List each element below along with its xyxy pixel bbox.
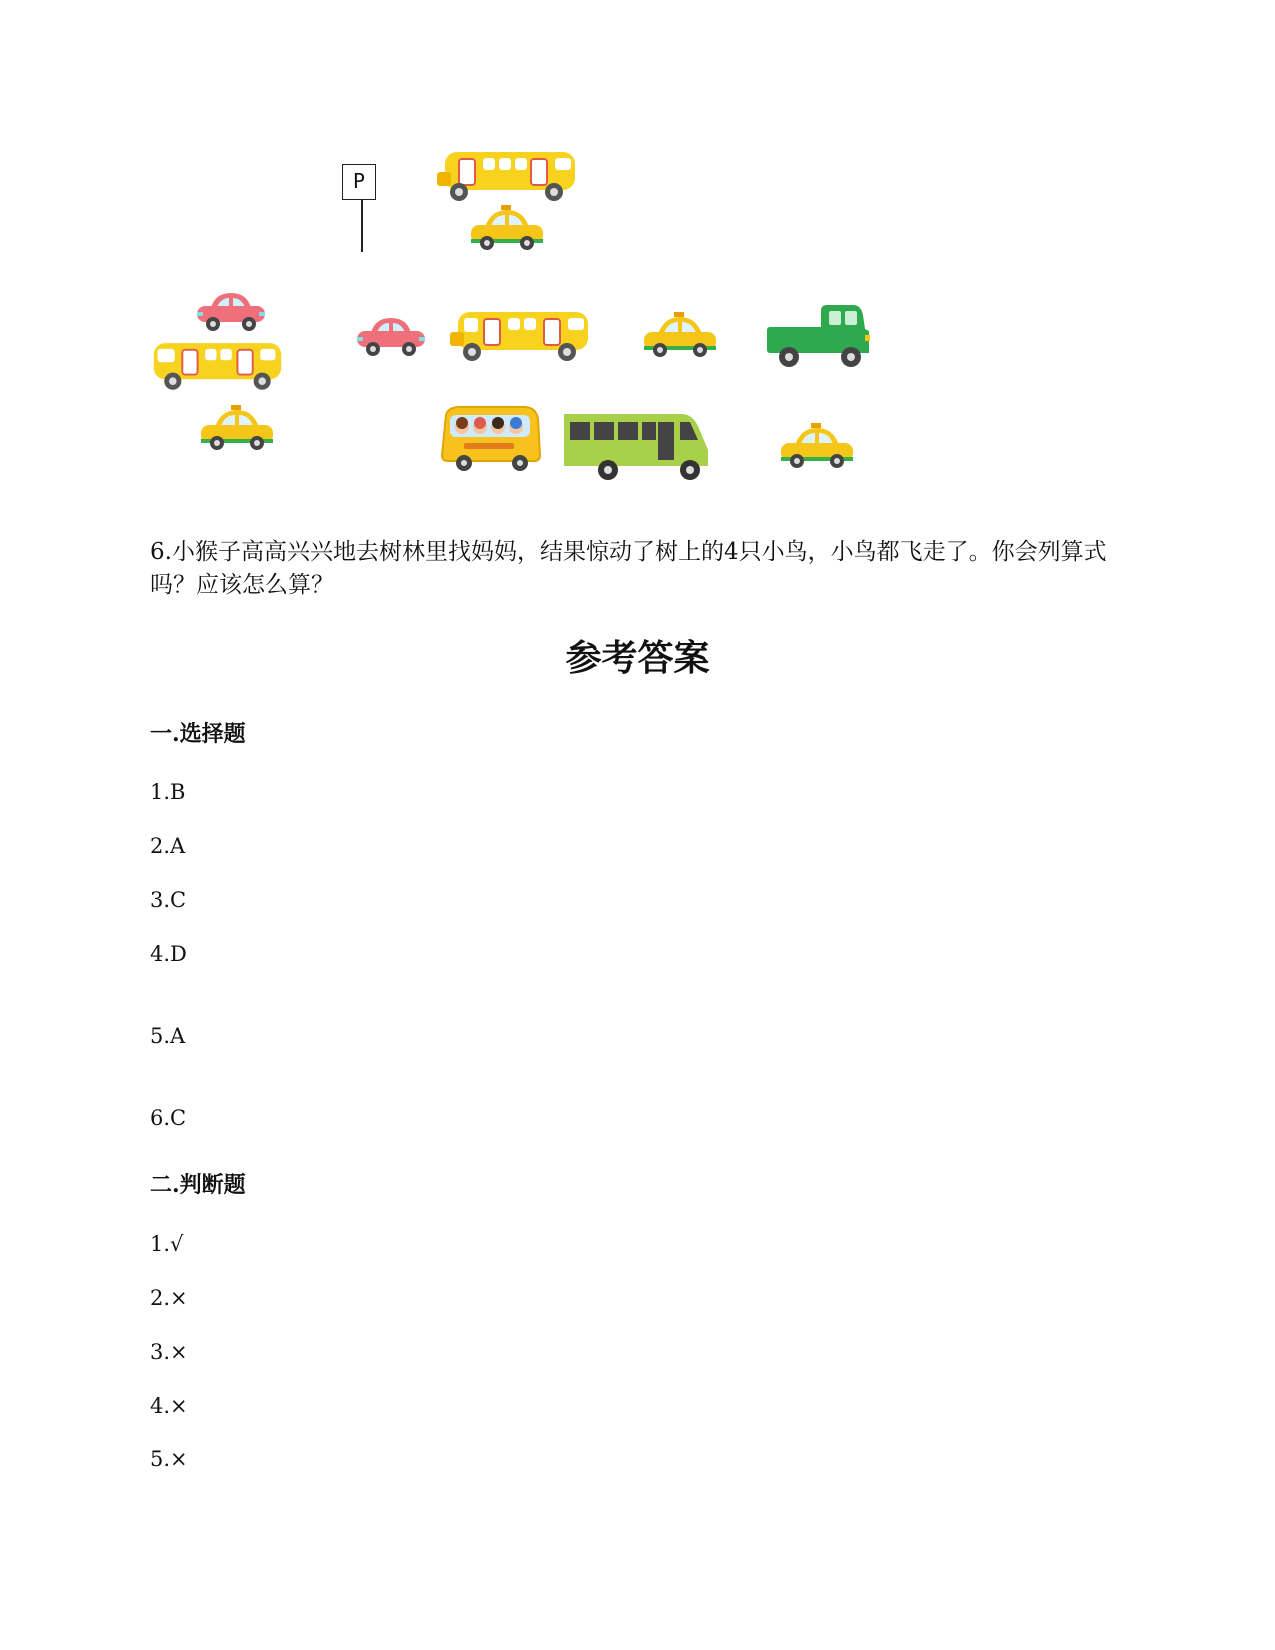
answer-item: 6.C	[150, 1106, 187, 1130]
taxi-icon	[467, 205, 547, 253]
taxi-icon	[197, 405, 277, 453]
question-6: 6.小猴子高高兴兴地去树林里找妈妈，结果惊动了树上的4只小鸟，小鸟都飞走了。你会列算式吗？应该怎么算？	[150, 539, 1107, 598]
school-bus-icon	[440, 405, 542, 475]
car-icon	[355, 315, 427, 359]
answer-item: 5.×	[150, 1447, 188, 1471]
car-icon	[195, 290, 267, 334]
answer-item: 4.D	[150, 942, 187, 966]
parking-sign: P	[342, 164, 376, 200]
section-heading-judgement: 二.判断题	[150, 1172, 246, 1198]
parking-sign-pole	[361, 200, 363, 252]
answer-item: 4.×	[150, 1394, 188, 1418]
answer-item: 3.×	[150, 1340, 188, 1364]
answer-item: 1.√	[150, 1232, 184, 1256]
answer-item: 2.×	[150, 1286, 188, 1310]
truck-icon	[765, 303, 871, 369]
bus-icon	[450, 310, 592, 362]
city-bus-icon	[562, 410, 712, 482]
taxi-icon	[640, 312, 720, 360]
bus-icon	[437, 150, 579, 202]
bus-icon	[150, 340, 285, 392]
answer-item: 2.A	[150, 834, 186, 858]
answer-item: 5.A	[150, 1024, 186, 1048]
answer-item: 3.C	[150, 888, 187, 912]
section-heading-choice: 一.选择题	[150, 721, 246, 747]
taxi-icon	[777, 423, 857, 471]
answer-item: 1.B	[150, 780, 186, 804]
answers-title: 参考答案	[565, 637, 710, 679]
